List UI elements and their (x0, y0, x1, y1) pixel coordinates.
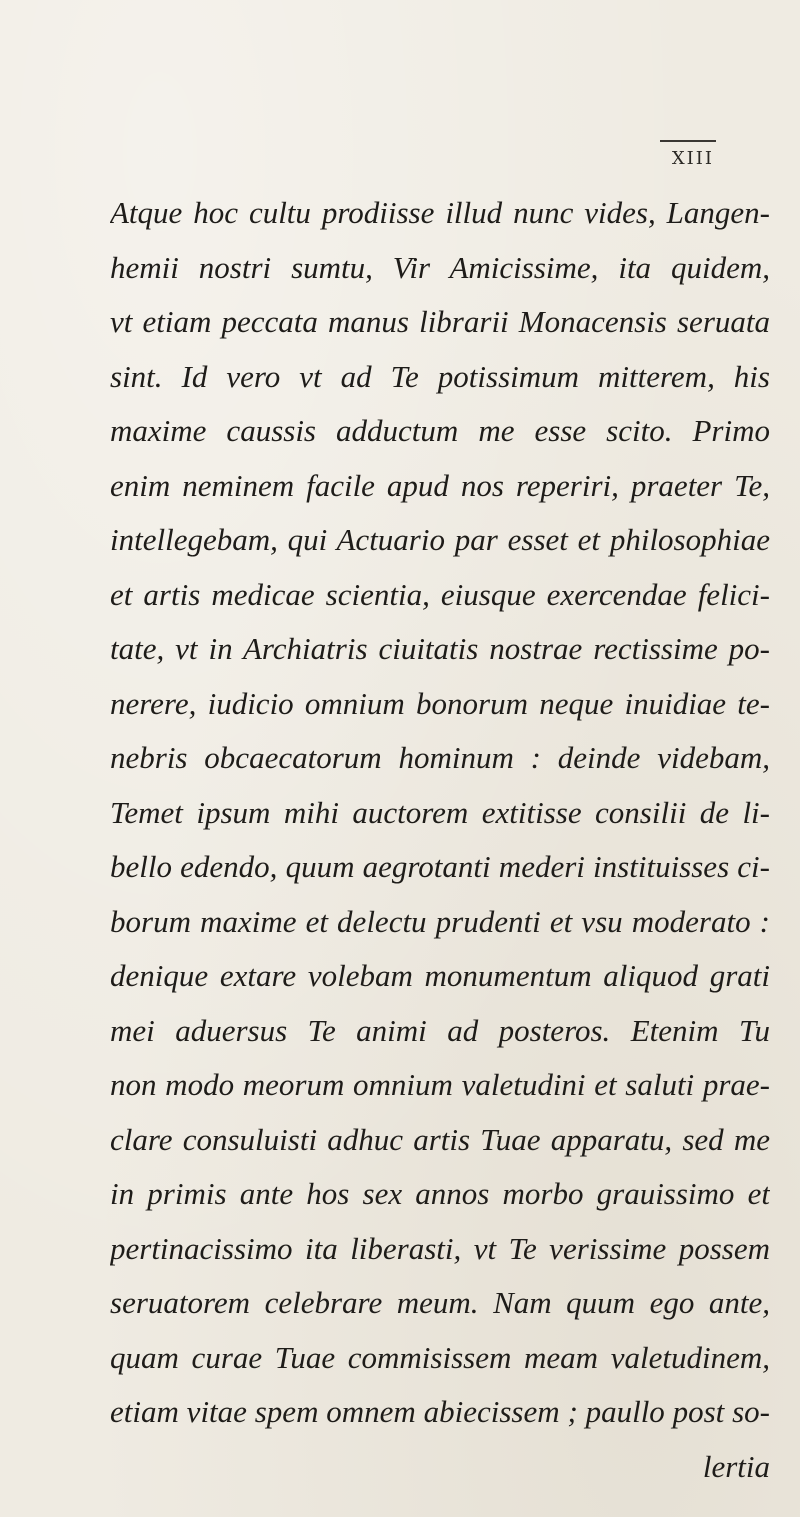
text-line: non modo meorum omnium valetudini et saluti prae- (110, 1067, 770, 1102)
text-line: borum maxime et delectu prudenti et vsu moderato : (110, 903, 770, 939)
text-line: seruatorem celebrare meum. Nam quum ego ante, (110, 1285, 770, 1320)
text-line: sint. Id vero vt ad Te potissimum mitterem, his (110, 358, 770, 394)
text-line: vt etiam peccata manus librarii Monacensis seruata (110, 304, 770, 339)
page-number: XIII (671, 148, 714, 169)
text-line: in primis ante hos sex annos morbo grauissimo et (110, 1176, 770, 1211)
text-line: nebris obcaecatorum hominum : deinde videbam, (110, 740, 770, 775)
text-line: mei aduersus Te animi ad posteros. Etenim Tu (110, 1012, 770, 1048)
text-line: bello edendo, quum aegrotanti mederi instituisses ci- (110, 849, 770, 884)
text-line: maxime caussis adductum me esse scito. Primo (110, 413, 770, 448)
text-line: tate, vt in Archiatris ciuitatis nostrae rectissime po- (110, 631, 770, 666)
text-line: quam curae Tuae commisissem meam valetudinem, (110, 1339, 770, 1375)
header-rule (660, 140, 716, 142)
text-line: Atque hoc cultu prodiisse illud nunc vides, Langen- (110, 195, 770, 230)
text-line: etiam vitae spem omnem abiecissem ; paullo post so- (110, 1394, 770, 1429)
text-line: Temet ipsum mihi auctorem extitisse consilii de li- (110, 794, 770, 830)
text-line: denique extare volebam monumentum aliquod grati (110, 958, 770, 993)
text-line: enim neminem facile apud nos reperiri, praeter Te, (110, 467, 770, 503)
body-text (110, 186, 770, 1494)
text-line: nerere, iudicio omnium bonorum neque inuidiae te- (110, 685, 770, 721)
text-line: et artis medicae scientia, eiusque exercendae felici- (110, 576, 770, 612)
text-line: hemii nostri sumtu, Vir Amicissime, ita quidem, (110, 249, 770, 285)
text-line: clare consuluisti adhuc artis Tuae apparatu, sed me (110, 1121, 770, 1157)
catchword: lertia (702, 1448, 770, 1484)
text-line: intellegebam, qui Actuario par esset et philosophiae (110, 522, 770, 557)
text-line: pertinacissimo ita liberasti, vt Te verissime possem (110, 1230, 770, 1266)
